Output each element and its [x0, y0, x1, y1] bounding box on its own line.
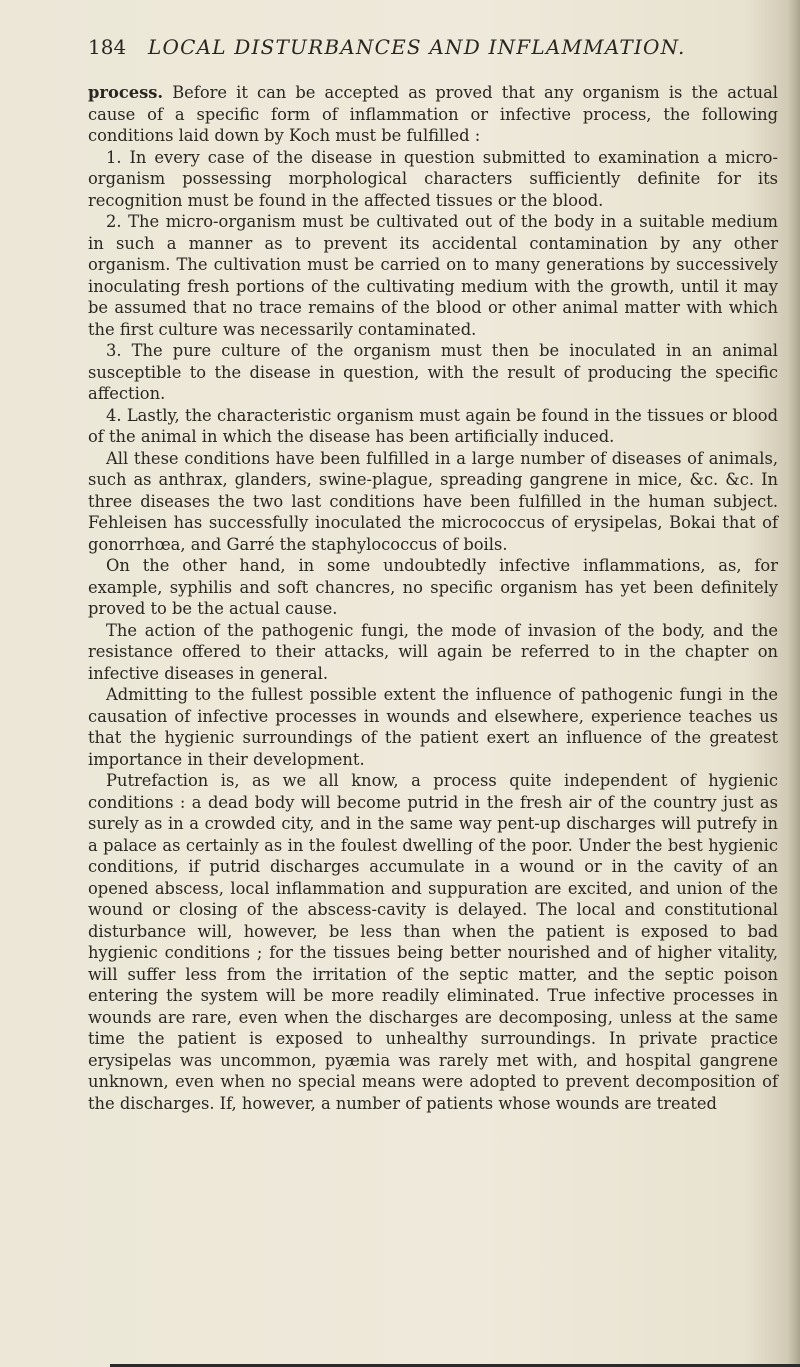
- page-number: 184: [88, 35, 127, 59]
- body-text: [88, 82, 778, 1114]
- paragraph-7: On the other hand, in some undoubtedly infective inflammations, as, for example, syphilis and soft chancres, no specific organism has yet been definitely proved to be the actual cause.: [88, 556, 778, 618]
- page-header: [88, 30, 688, 64]
- paragraph-3: 2. The micro-organism must be cultivated out of the body in a suitable medium in such a manner as to prevent its accidental contamination by any other organism. The cultivation must be carried on to many generations by successively inoculating fresh portions of the cultivating medium with the growth, until it may be assumed that no trace remains of the blood or other animal matter with which the first culture was necessarily contaminated.: [88, 212, 778, 339]
- paragraph-9: Admitting to the fullest possible extent the influence of pathogenic fungi in the causation of infective processes in wounds and elsewhere, experience teaches us that the hygienic surroundings of the patient exert an influence of the greatest importance in their development.: [88, 685, 778, 769]
- running-head: LOCAL DISTURBANCES AND INFLAMMATION.: [148, 35, 686, 59]
- paragraph-4: 3. The pure culture of the organism must then be inoculated in an animal susceptible to the disease in question, with the result of producing the specific affection.: [88, 341, 778, 403]
- paragraph-text: Before it can be accepted as proved that any organism is the actual cause of a specific form of inflammation or infective process, the following conditions laid down by Koch must be fulfilled :: [88, 83, 778, 145]
- paragraph-8: The action of the pathogenic fungi, the mode of invasion of the body, and the resistance offered to their attacks, will again be referred to in the chapter on infective diseases in general.: [88, 620, 778, 683]
- paragraph-6: All these conditions have been fulfilled in a large number of diseases of animals, such as anthrax, glanders, swine-plague, spreading gangrene in mice, &c. &c. In three diseases the two last conditions have been fulfilled in the human subject. Fehleisen has successfully inoculated the micrococcus of erysipelas, Bokai that of gonorrhœa, and Garré the staphylococcus of boils.: [88, 448, 778, 554]
- paragraph-1: [88, 82, 778, 147]
- paragraph-5: 4. Lastly, the characteristic organism must again be found in the tissues or blood of the animal in which the disease has been artificially induced.: [88, 405, 778, 446]
- paragraph-10: Putrefaction is, as we all know, a process quite independent of hygienic conditions : a dead body will become putrid in the fresh air of the country just as surely as in a crowded city, and in the same way pent-up discharges will putrefy in a palace as certainly as in the foulest dwelling of the poor. Under the best hygienic conditions, if putrid discharges accumulate in a wound or in the cavity of an opened abscess, local inflammation and suppuration are excited, and union of the wound or closing of the abscess-cavity is delayed. The local and constitutional disturbance will, however, be less than when the patient is exposed to bad hygienic conditions ; for the tissues being better nourished and of higher vitality, will suffer less from the irritation of the septic matter, and the septic poison entering the system will be more readily eliminated. True infective processes in wounds are rare, even when the discharges are decomposing, unless at the same time the patient is exposed to unhealthy surroundings. In private practice erysipelas was uncommon, pyæmia was rarely met with, and hospital gangrene unknown, even when no special means were adopted to prevent decomposition of the discharges. If, however, a number of patients whose wounds are treated: [88, 771, 778, 1113]
- paragraph-lead-word: process.: [88, 83, 164, 102]
- paragraph-2: 1. In every case of the disease in question submitted to examination a micro-organism possessing morphological characters sufficiently definite for its recognition must be found in the affected tissues or the blood.: [88, 147, 778, 210]
- page-edge-shadow: [786, 0, 800, 1367]
